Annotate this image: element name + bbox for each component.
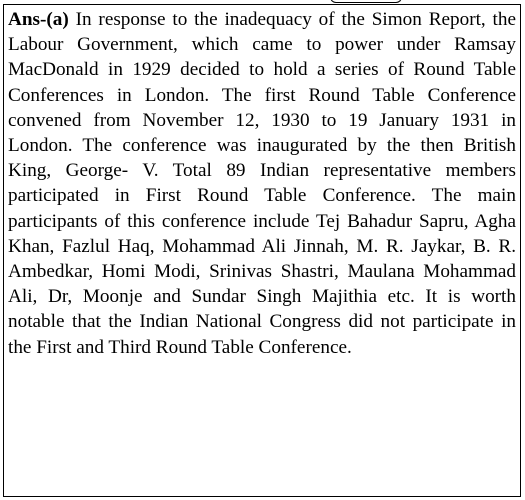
cropped-top-marker	[330, 0, 402, 3]
answer-paragraph	[8, 7, 516, 360]
answer-label: Ans-(a)	[8, 9, 69, 30]
answer-body: In response to the inadequacy of the Simon Report, the Labour Government, which came to power under Ramsay MacDonald in 1929 decided to hold a series of Round Table Conferences in London. The first Round Table Conference convened from November 12, 1930 to 19 January 1931 in London. The conference was inaugurated by the then British King, George- V. Total 89 Indian representative members participated in First Round Table Conference. The main participants of this conference include Tej Bahadur Sapru, Agha Khan, Fazlul Haq, Mohammad Ali Jinnah, M. R. Jaykar, B. R. Ambedkar, Homi Modi, Srinivas Shastri, Maulana Mohammad Ali, Dr, Moonje and Sundar Singh Majithia etc. It is worth notable that the Indian National Congress did not participate in the First and Third Round Table Conference.	[8, 9, 516, 358]
answer-box	[3, 4, 521, 497]
